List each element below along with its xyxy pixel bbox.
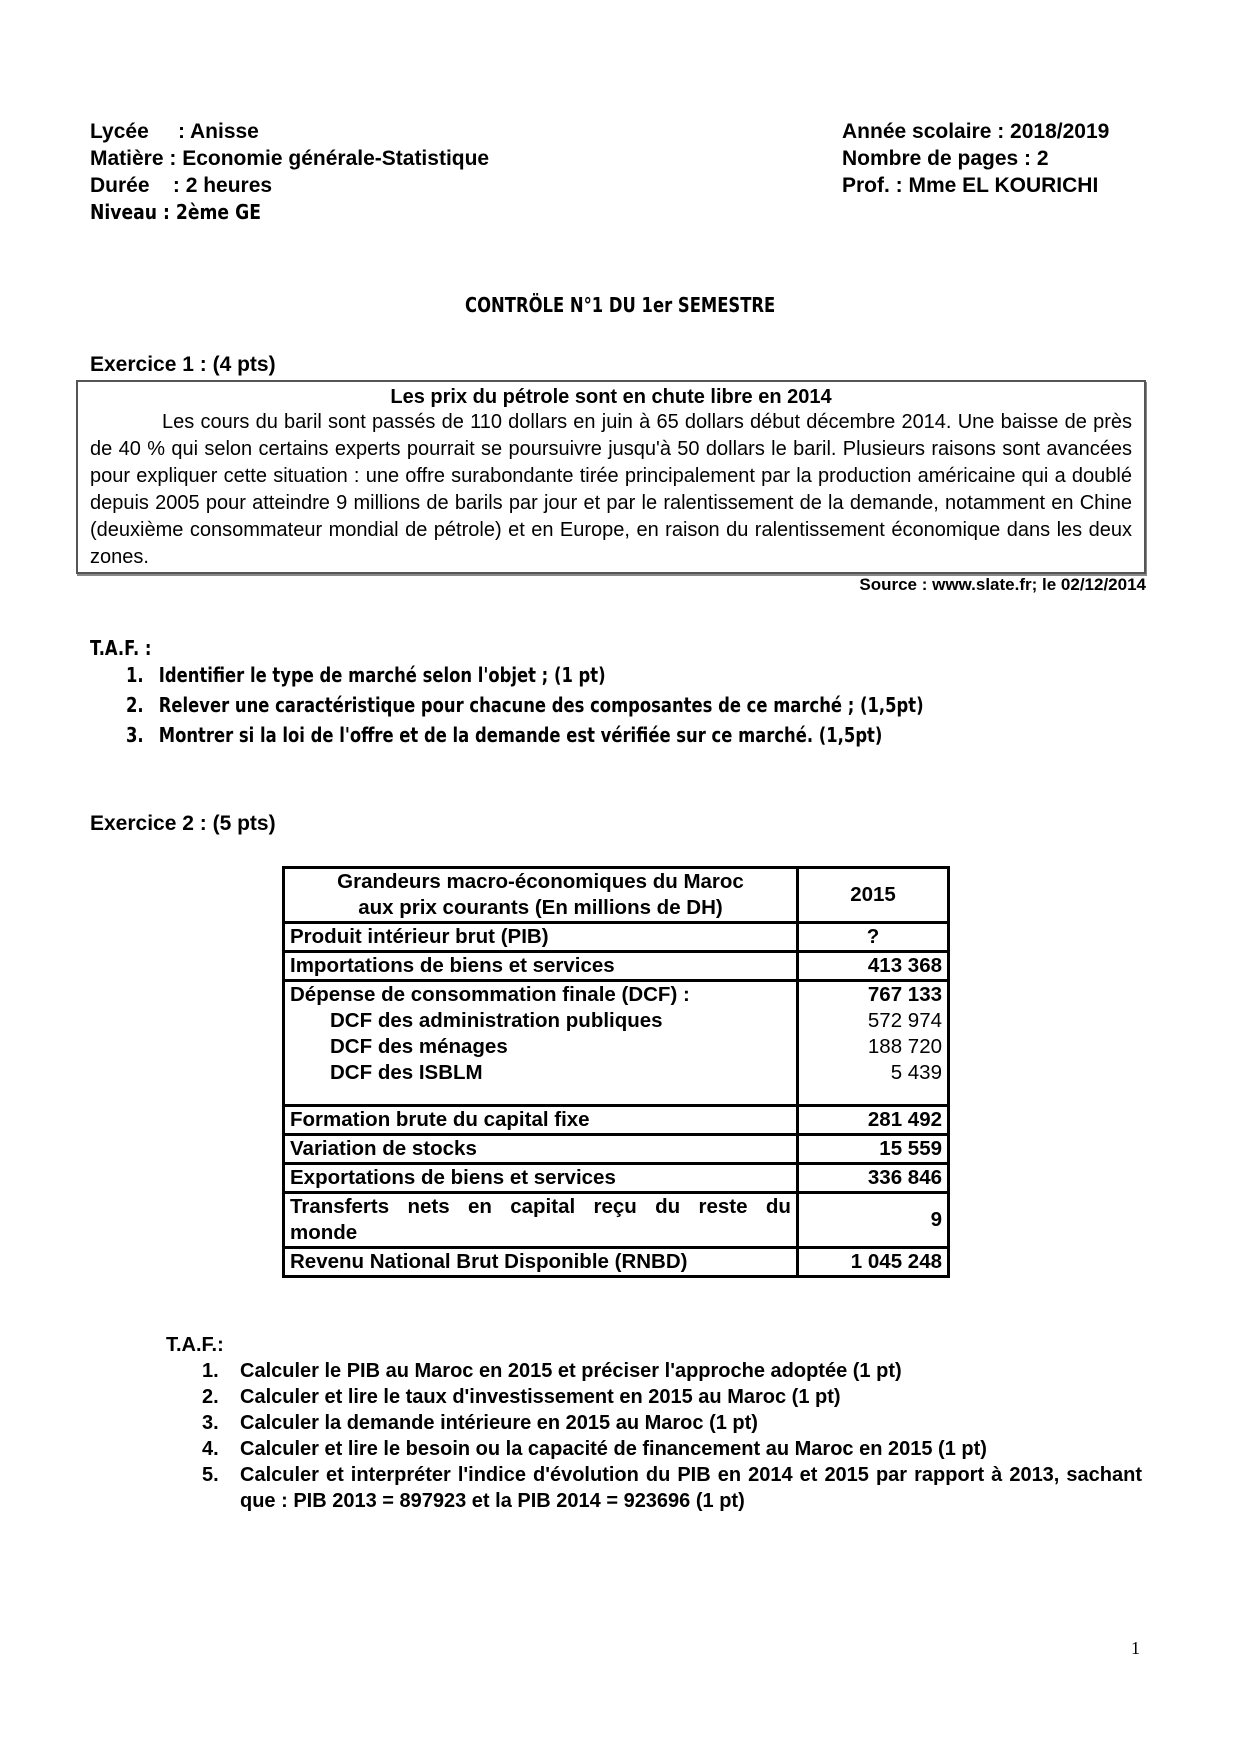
row-label: Exportations de biens et services [284,1164,798,1193]
question-text: Calculer le PIB au Maroc en 2015 et préciser l'approche adoptée (1 pt) [240,1360,902,1382]
row-label-line1 [290,1194,791,1220]
question-text: Relever une caractéristique pour chacune des composantes de ce marché ; (1,5pt) [158,693,924,717]
row-label: Dépense de consommation finale (DCF) : [290,983,690,1006]
word: reçu [593,1195,637,1218]
question-number: 3. [126,723,144,747]
text-box-heading: Les prix du pétrole sont en chute libre en 2014 [390,386,832,408]
question-item [126,720,924,750]
header-left [90,118,489,199]
row-value: 9 [798,1193,949,1248]
header-niveau: Niveau : 2ème GE [90,200,261,224]
table-row [284,1248,949,1277]
question-text: Calculer et lire le besoin ou la capacité de financement au Maroc en 2015 (1 pt) [240,1438,987,1460]
document-title-text: CONTRÖLE N°1 DU 1er SEMESTRE [464,293,776,317]
header-lycee [90,118,489,145]
row-label: Revenu National Brut Disponible (RNBD) [284,1248,798,1277]
row-value: 413 368 [798,952,949,981]
question-item [126,690,924,720]
row-value: 281 492 [798,1106,949,1135]
question-text: Montrer si la loi de l'offre et de la demande est vérifiée sur ce marché. (1,5pt) [158,723,883,747]
document-title [0,293,1240,317]
exercice1-taf-label [90,636,165,660]
header-label: Lycée [90,120,178,143]
table-header-row [284,868,949,923]
row-subvalue: 188 720 [867,1035,942,1058]
header-right [842,118,1109,199]
question-text: Calculer et lire le taux d'investissement en 2015 au Maroc (1 pt) [240,1386,841,1408]
row-sublabel: DCF des administration publiques [330,1009,663,1032]
header-matiere [90,145,489,172]
header-prof: Prof. : Mme EL KOURICHI [842,174,1099,197]
row-label-line2: monde [290,1221,358,1244]
row-label-group [284,981,798,1106]
source-citation: Source : www.slate.fr; le 02/12/2014 [859,575,1146,594]
question-number: 2. [126,693,144,717]
question-text: Calculer et interpréter l'indice d'évolution du PIB en 2014 et 2015 par rapport à 2013, sachant que : PIB 2013 = 897923 et la PIB 2014 = 923696 (1 pt) [240,1464,1142,1512]
question-item [202,1410,1142,1436]
macro-economic-table [282,866,950,1278]
question-item [202,1436,1142,1462]
word: capital [510,1195,576,1218]
question-text: Identifier le type de marché selon l'objet ; (1 pt) [158,663,606,687]
exercice1-questions [126,660,1099,750]
row-subvalue: 5 439 [890,1061,942,1084]
row-subvalue: 572 974 [867,1009,942,1032]
exercice2-questions [202,1358,1142,1514]
table-row [284,1106,949,1135]
row-sublabel: DCF des ISBLM [330,1061,483,1084]
row-value: 15 559 [798,1135,949,1164]
table-row [284,923,949,952]
header-duree [90,172,489,199]
row-label: Formation brute du capital fixe [284,1106,798,1135]
question-number: 5. [202,1464,219,1486]
row-value: 336 846 [798,1164,949,1193]
word: en [467,1195,492,1218]
word: Transferts [290,1195,390,1218]
table-header-year: 2015 [798,868,949,923]
question-item [202,1384,1142,1410]
question-number: 3. [202,1412,219,1434]
word: du [655,1195,681,1218]
row-value-group [798,981,949,1106]
header-annee-scolaire: Année scolaire : 2018/2019 [842,120,1110,143]
row-label: Importations de biens et services [284,952,798,981]
exercice1-title: Exercice 1 : (4 pts) [90,353,276,376]
question-number: 4. [202,1438,219,1460]
table-row [284,1164,949,1193]
row-value: 1 045 248 [798,1248,949,1277]
row-label-multiline [284,1193,798,1248]
exercice2-title: Exercice 2 : (5 pts) [90,812,276,835]
header-label: Durée [90,174,173,197]
question-number: 1. [126,663,144,687]
question-item [202,1462,1142,1514]
table-row [284,1193,949,1248]
exercice2-taf-label: T.A.F.: [166,1334,224,1356]
header-nombre-pages: Nombre de pages : 2 [842,147,1049,170]
word: du [765,1195,791,1218]
table-row [284,1135,949,1164]
row-label: Produit intérieur brut (PIB) [284,923,798,952]
table-row [284,981,949,1106]
header-label: Matière [90,147,170,170]
header-value: : Economie générale-Statistique [169,147,490,170]
taf-label-text: T.A.F. : [90,636,152,660]
question-item [202,1358,1142,1384]
page-number: 1 [1131,1638,1140,1658]
question-number: 1. [202,1360,219,1382]
word: nets [407,1195,450,1218]
word: reste [698,1195,748,1218]
question-number: 2. [202,1386,219,1408]
header-value: : Anisse [177,120,259,143]
header-line: aux prix courants (En millions de DH) [358,896,723,919]
question-item [126,660,924,690]
row-sublabel: DCF des ménages [330,1035,508,1058]
row-value: 767 133 [867,983,942,1006]
table-header-label [284,868,798,923]
row-label: Variation de stocks [284,1135,798,1164]
header-value: : 2 heures [172,174,273,197]
question-text: Calculer la demande intérieure en 2015 au Maroc (1 pt) [240,1412,758,1434]
header-line: Grandeurs macro-économiques du Maroc [337,870,744,893]
table-row [284,952,949,981]
text-box-body [90,409,1132,571]
text-box-paragraph: Les cours du baril sont passés de 110 dollars en juin à 65 dollars début décembre 2014. Une baisse de près de 40 % qui selon certains experts pourrait se poursuivre jusqu'à 50 dollars le baril. Plusieurs raisons sont avancées pour expliquer cette situation : une offre surabondante tirée principalement par la production américaine qui a doublé depuis 2005 pour atteindre 9 millions de barils par jour et par le ralentissement de la demande, notamment en Chine (deuxième consommateur mondial de pétrole) et en Europe, en raison du ralentissement économique dans les deux zones. [90,411,1132,568]
exercice1-text-box [76,380,1146,574]
row-value: ? [798,923,949,952]
